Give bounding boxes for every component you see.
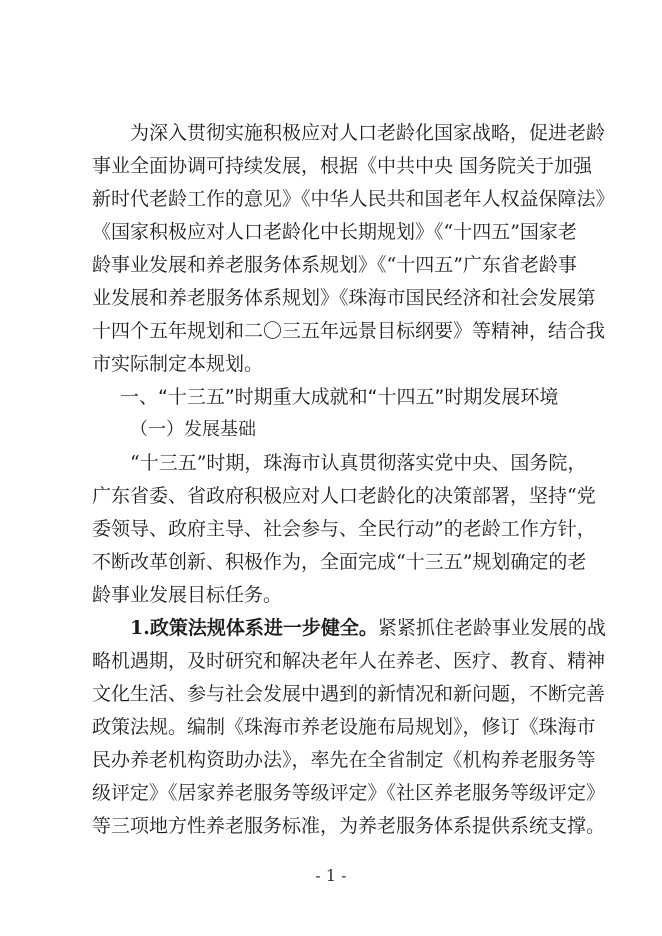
intro-line: 《国家积极应对人口老龄化中长期规划》《“十四五”国家老 [92, 221, 577, 243]
item1-first-text: 紧紧抓住老龄事业发展的战 [377, 617, 606, 639]
intro-line: 市实际制定本规划。 [92, 353, 264, 375]
item1-first-line [130, 616, 606, 640]
subsection-heading: （一）发展基础 [130, 419, 256, 440]
intro-line: 十四个五年规划和二〇三五年远景目标纲要》等精神，结合我 [92, 320, 606, 342]
item1-line: 政策法规。编制《珠海市养老设施布局规划》，修订《珠海市 [92, 716, 596, 738]
intro-line: 龄事业发展和养老服务体系规划》《“十四五”广东省老龄事 [92, 254, 577, 276]
item1-line: 文化生活、参与社会发展中遇到的新情况和新问题，不断完善 [92, 683, 606, 705]
section-heading: 一、“十三五”时期重大成就和“十四五”时期发展环境 [120, 386, 559, 408]
item1-line: 级评定》《居家养老服务等级评定》《社区养老服务等级评定》 [92, 782, 606, 804]
basis-line: “十三五”时期，珠海市认真贯彻落实党中央、国务院， [130, 452, 587, 474]
item1-line: 等三项地方性养老服务标准，为养老服务体系提供系统支撑。 [92, 815, 606, 837]
intro-line: 事业全面协调可持续发展，根据《中共中央 国务院关于加强 [92, 155, 593, 177]
intro-line: 为深入贯彻实施积极应对人口老龄化国家战略，促进老龄 [130, 122, 606, 144]
intro-line: 新时代老龄工作的意见》《中华人民共和国老年人权益保障法》 [92, 188, 615, 210]
basis-line: 委领导、政府主导、社会参与、全民行动”的老龄工作方针， [92, 518, 596, 540]
item1-line: 略机遇期，及时研究和解决老年人在养老、医疗、教育、精神 [92, 650, 606, 672]
basis-line: 龄事业发展目标任务。 [92, 584, 283, 606]
intro-line: 业发展和养老服务体系规划》《珠海市国民经济和社会发展第 [92, 287, 596, 309]
page-number: - 1 - [315, 866, 347, 885]
basis-line: 广东省委、省政府积极应对人口老龄化的决策部署，坚持“党 [92, 485, 596, 507]
basis-line: 不断改革创新、积极作为，全面完成“十三五”规划确定的老 [92, 551, 587, 573]
item1-line: 民办养老机构资助办法》，率先在全省制定《机构养老服务等 [92, 749, 596, 771]
item1-title: 1.政策法规体系进一步健全。 [130, 617, 378, 639]
